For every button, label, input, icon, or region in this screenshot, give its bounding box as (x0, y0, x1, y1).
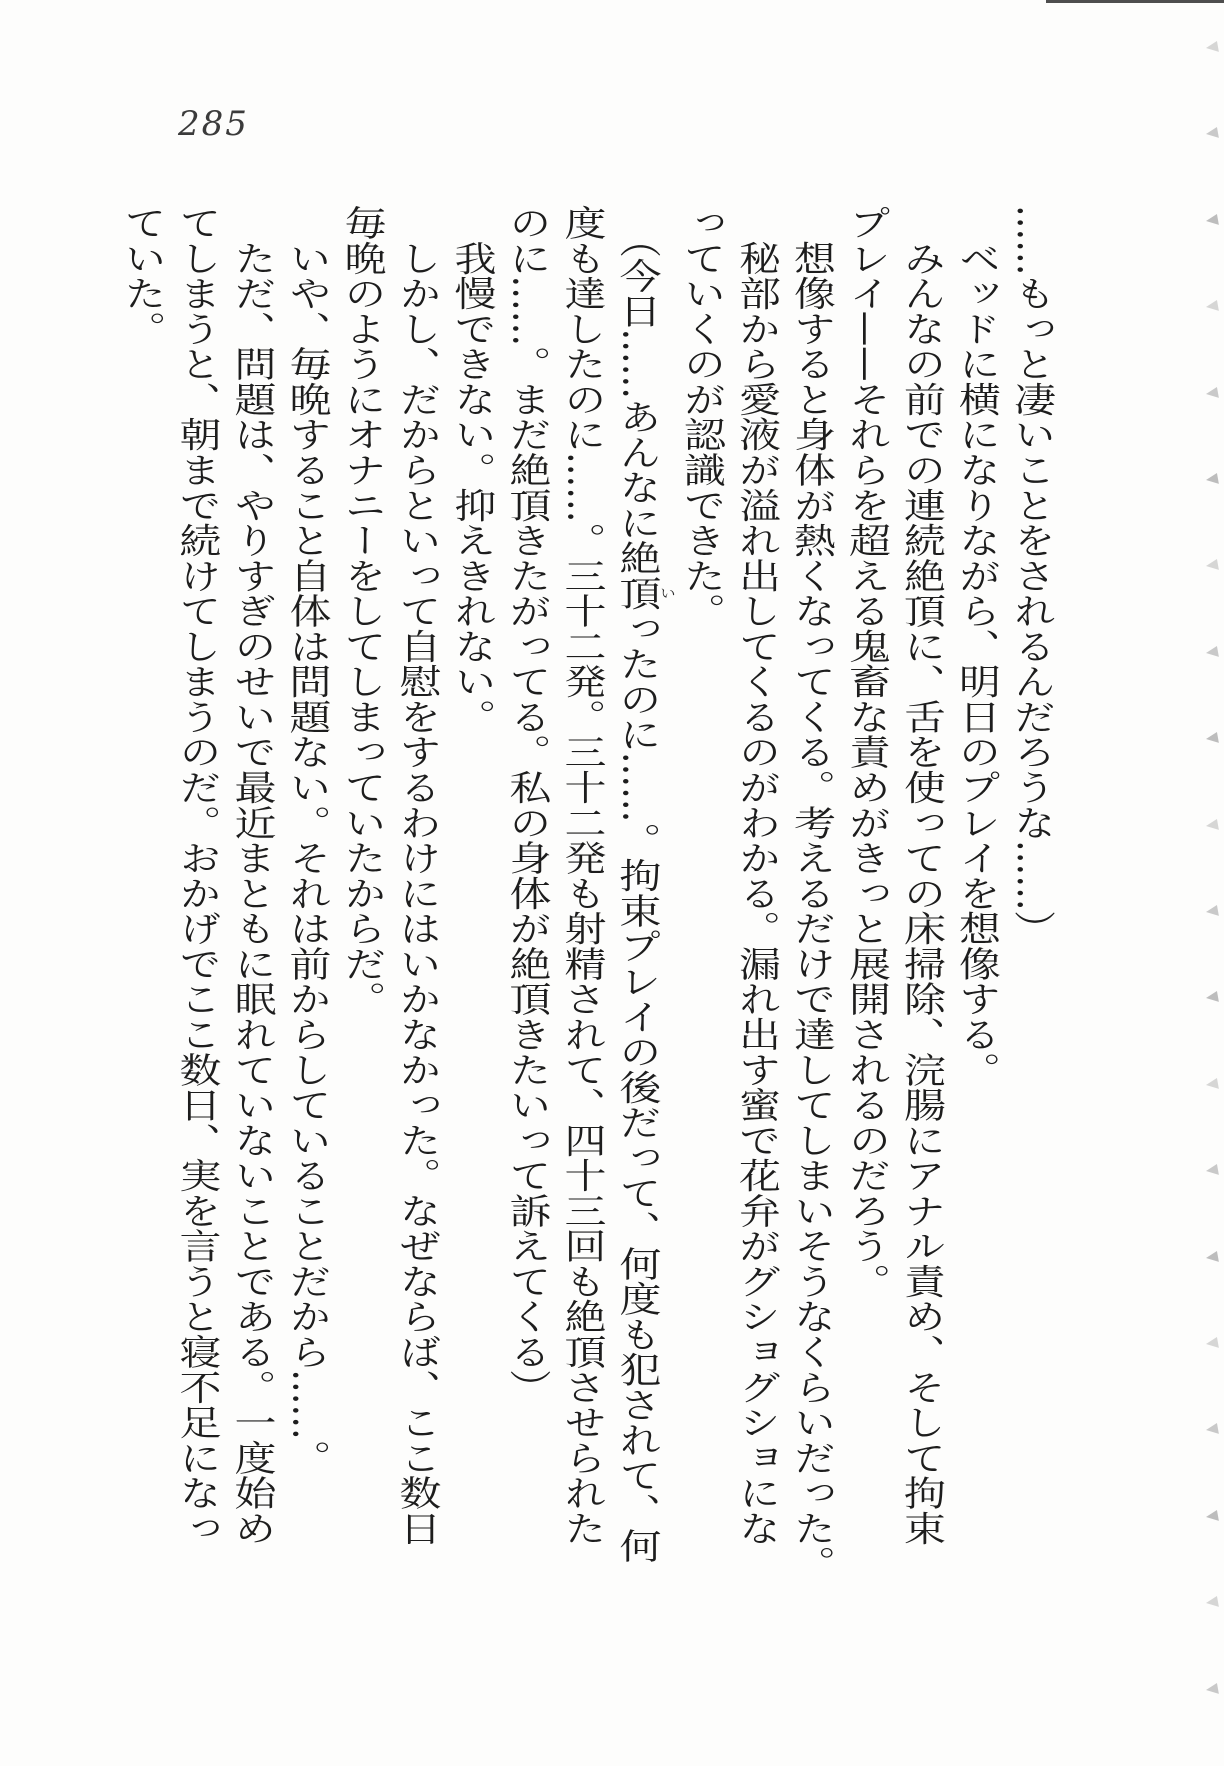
edge-artifact-mark (1205, 646, 1219, 659)
edge-artifact-mark (1205, 1251, 1219, 1264)
text-column-12: しかし、だからといって自慰をするわけにはいかなかった。なぜならば、ここ数日 (393, 240, 443, 1546)
edge-artifact-mark (1205, 732, 1219, 745)
edge-artifact-mark (1205, 214, 1219, 227)
text-column-10: のに……。まだ絶頂きたがってる。私の身体が絶頂きたいって訴えてくる） (503, 205, 553, 1405)
edge-artifact-mark (1205, 1683, 1219, 1696)
edge-artifact-mark (1205, 473, 1219, 486)
edge-artifact-mark (1205, 300, 1219, 313)
edge-artifact-mark (1205, 991, 1219, 1004)
text-column-8: （今日……あんなに絶頂いったのに……。拘束プレイの後だって、何度も犯されて、何 (613, 222, 677, 1564)
furigana-ruby: 頂い (613, 575, 677, 611)
edge-artifact-mark (1205, 41, 1219, 54)
text-column-2: ベッドに横になりながら、明日のプレイを想像する。 (953, 240, 1002, 1087)
text-column-17: ていた。 (118, 205, 168, 347)
text-column-5: 想像すると身体が熱くなってくる。考えるだけで達してしまいそうなくらいだった。 (788, 240, 837, 1581)
scan-edge-line (1046, 0, 1224, 3)
edge-artifact-mark (1205, 1510, 1219, 1523)
page-number: 285 (178, 104, 249, 144)
text-column-11: 我慢できない。抑えきれない。 (448, 240, 498, 735)
edge-artifact-mark (1205, 1078, 1219, 1091)
edge-artifact-mark (1205, 1337, 1219, 1350)
edge-artifact-mark (1205, 1423, 1219, 1436)
edge-artifact-mark (1205, 387, 1219, 400)
text-column-16: てしまうと、朝まで続けてしまうのだ。おかげでここ数日、実を言うと寝不足になっ (173, 205, 223, 1546)
text-column-9: 度も達したのに……。三十二発。三十二発も射精されて、四十三回も絶頂させられた (558, 205, 608, 1546)
edge-artifact-mark (1205, 905, 1219, 918)
text-column-13: 毎晩のようにオナニーをしてしまっていたからだ。 (338, 205, 388, 1017)
edge-artifact-mark (1205, 559, 1219, 572)
text-column-15: ただ、問題は、やりすぎのせいで最近まともに眠れていないことである。一度始め (228, 240, 278, 1546)
edge-artifact-mark (1205, 819, 1219, 832)
main-text-block (116, 205, 1061, 1604)
edge-artifact-mark (1205, 127, 1219, 140)
text-column-1: ……もっと凄いことをされるんだろうな……） (1008, 205, 1057, 946)
text-column-3: みんなの前での連続絶頂に、舌を使っての床掃除、浣腸にアナル責め、そして拘束 (898, 240, 947, 1546)
text-column-14: いや、毎晩すること自体は問題ない。それは前からしていることだから……。 (283, 240, 333, 1476)
text-column-4: プレイ——それらを超える鬼畜な責めがきっと展開されるのだろう。 (843, 205, 892, 1299)
text-column-6: 秘部から愛液が溢れ出してくるのがわかる。漏れ出す蜜で花弁がグショグショにな (733, 240, 782, 1546)
edge-artifact-mark (1205, 1164, 1219, 1177)
text-column-7: っていくのが認識できた。 (678, 205, 727, 629)
edge-artifact-mark (1205, 1596, 1219, 1609)
